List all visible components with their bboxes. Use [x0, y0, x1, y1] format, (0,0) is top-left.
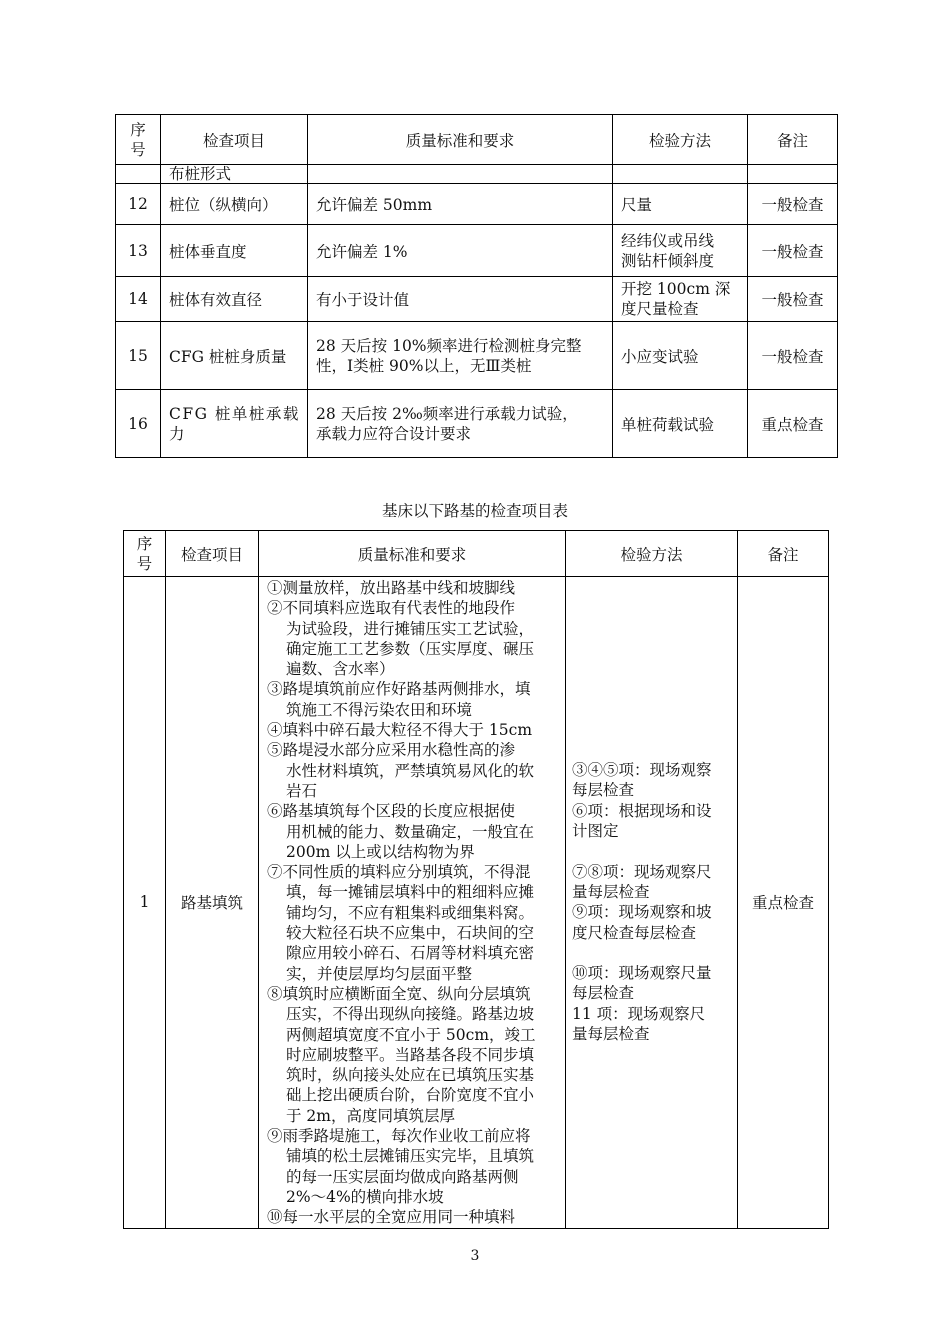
- cell-seq: 1: [124, 577, 166, 1229]
- table-row: [116, 165, 838, 184]
- table-caption: 基床以下路基的检查项目表: [381, 502, 568, 520]
- cell-item: 桩体有效直径: [161, 277, 308, 322]
- cell-standard: 允许偏差 50mm: [308, 184, 613, 225]
- cell-item: CFG 桩桩身质量: [161, 322, 308, 390]
- standard-line: 础上挖出硬质台阶，台阶宽度不宜小: [286, 1086, 535, 1105]
- table-row: [116, 277, 838, 322]
- method-line: 11 项：现场观察尺: [572, 1004, 706, 1023]
- standard-line: 填，每一摊铺层填料中的粗细料应摊: [286, 883, 535, 902]
- method-line: 每层检查: [572, 984, 635, 1003]
- method-line: ⑩项：现场观察尺量: [572, 964, 712, 983]
- table-row: [116, 390, 838, 458]
- standard-line: ④填料中碎石最大粒径不得大于 15cm: [267, 721, 533, 740]
- cell-seq: 15: [116, 322, 161, 390]
- standard-line: ③路堤填筑前应作好路基两侧排水，填: [267, 680, 531, 699]
- standard-line: 水性材料填筑，严禁填筑易风化的软: [286, 761, 535, 780]
- method-line: ③④⑤项：现场观察: [572, 761, 712, 780]
- standard-line: 200m 以上或以结构物为界: [286, 842, 475, 861]
- standard-line: 铺填的松土层摊铺压实完毕，且填筑: [286, 1147, 535, 1166]
- method-line: 计图定: [572, 822, 619, 841]
- header-note: 备注: [748, 115, 838, 165]
- cell-standard: 28 天后按 10%频率进行检测桩身完整 性，Ⅰ类桩 90%以上，无Ⅲ类桩: [308, 322, 613, 390]
- cell-method: [566, 577, 738, 1229]
- cell-method: 单桩荷载试验: [613, 390, 748, 458]
- cell-note: 一般检查: [748, 225, 838, 277]
- standard-line: 两侧超填宽度不宜小于 50cm，竣工: [286, 1025, 536, 1044]
- header-item: 检查项目: [166, 531, 259, 577]
- table-header-row: [124, 531, 829, 577]
- method-line: 度尺检查每层检查: [572, 923, 697, 942]
- method-line: 每层检查: [572, 781, 635, 800]
- standard-line: 隙应用较小碎石、石屑等材料填充密: [286, 944, 535, 963]
- standard-line: ⑨雨季路堤施工，每次作业收工前应将: [267, 1127, 531, 1146]
- header-method: 检验方法: [613, 115, 748, 165]
- standard-line: 筑时，纵向接头处应在已填筑压实基: [286, 1066, 535, 1085]
- method-line: [572, 841, 731, 861]
- method-line: 量每层检查: [572, 882, 650, 901]
- standard-line: 2%～4%的横向排水坡: [286, 1187, 444, 1206]
- table-row: [116, 322, 838, 390]
- pile-inspection-table: [115, 114, 838, 458]
- method-line: 量每层检查: [572, 1025, 650, 1044]
- standard-line: 较大粒径石块不应集中，石块间的空: [286, 924, 535, 943]
- cell-standard: [259, 577, 566, 1229]
- standard-line: ⑥路基填筑每个区段的长度应根据使: [267, 802, 516, 821]
- table-row: [124, 577, 829, 1229]
- cell-note: 一般检查: [748, 277, 838, 322]
- cell-note: 重点检查: [748, 390, 838, 458]
- method-line: ⑥项：根据现场和设: [572, 801, 712, 820]
- standard-line: ⑤路堤浸水部分应采用水稳性高的渗: [267, 741, 516, 760]
- standard-line: ⑧填筑时应横断面全宽、纵向分层填筑: [267, 984, 531, 1003]
- table-header-row: [116, 115, 838, 165]
- subgrade-inspection-table: [123, 530, 829, 1229]
- standard-line: 筑施工不得污染农田和环境: [286, 700, 473, 719]
- cell-note: 一般检查: [748, 184, 838, 225]
- standard-line: 于 2m，高度同填筑层厚: [286, 1106, 455, 1125]
- standard-line: ②不同填料应选取有代表性的地段作: [267, 599, 516, 618]
- standard-line: ①测量放样，放出路基中线和坡脚线: [267, 579, 516, 597]
- standard-line: 时应刷坡整平。当路基各段不同步填: [286, 1045, 535, 1064]
- method-line: ⑨项：现场观察和坡: [572, 903, 712, 922]
- standard-line: 为试验段，进行摊铺压实工艺试验，: [286, 619, 535, 638]
- page-number: 3: [470, 1248, 480, 1264]
- standard-line: 实，并使层厚均匀层面平整: [286, 964, 473, 983]
- standard-line: 确定施工工艺参数（压实厚度、碾压: [286, 639, 535, 658]
- method-line: [572, 943, 731, 963]
- cell-standard: 允许偏差 1%: [308, 225, 613, 277]
- standard-line: ⑩每一水平层的全宽应用同一种填料: [267, 1208, 516, 1227]
- header-note: 备注: [738, 531, 829, 577]
- table-row: [116, 225, 838, 277]
- cell-seq: 12: [116, 184, 161, 225]
- cell-standard: 28 天后按 2‰频率进行承载力试验， 承载力应符合设计要求: [308, 390, 613, 458]
- header-seq: 序号: [124, 531, 166, 577]
- cell-item: 桩体垂直度: [161, 225, 308, 277]
- continuation-text: 布桩形式: [161, 165, 308, 184]
- header-method: 检验方法: [566, 531, 738, 577]
- cell-standard: 有小于设计值: [308, 277, 613, 322]
- standard-line: 用机械的能力、数量确定，一般宜在: [286, 822, 535, 841]
- cell-note: 重点检查: [738, 577, 829, 1229]
- cell-method: 经纬仪或吊线 测钻杆倾斜度: [613, 225, 748, 277]
- cell-note: 一般检查: [748, 322, 838, 390]
- standard-line: 遍数、含水率）: [286, 660, 395, 679]
- cell-method: 尺量: [613, 184, 748, 225]
- standard-line: 铺均匀，不应有粗集料或细集料窝。: [286, 903, 535, 922]
- standard-line: 岩石: [286, 781, 318, 800]
- cell-method: 小应变试验: [613, 322, 748, 390]
- cell-seq: 16: [116, 390, 161, 458]
- standard-line: 压实，不得出现纵向接缝。路基边坡: [286, 1005, 535, 1024]
- method-line: ⑦⑧项：现场观察尺: [572, 862, 712, 881]
- header-standard: 质量标准和要求: [259, 531, 566, 577]
- cell-item: CFG 桩单桩承载 力: [161, 390, 308, 458]
- cell-item: 桩位（纵横向）: [161, 184, 308, 225]
- standard-line: ⑦不同性质的填料应分别填筑，不得混: [267, 863, 531, 882]
- header-item: 检查项目: [161, 115, 308, 165]
- cell-item: 路基填筑: [166, 577, 259, 1229]
- header-seq: 序号: [116, 115, 161, 165]
- header-standard: 质量标准和要求: [308, 115, 613, 165]
- table-row: [116, 184, 838, 225]
- standard-line: 的每一压实层面均做成向路基两侧: [286, 1167, 519, 1186]
- cell-seq: 13: [116, 225, 161, 277]
- cell-method: 开挖 100cm 深 度尺量检查: [613, 277, 748, 322]
- cell-seq: 14: [116, 277, 161, 322]
